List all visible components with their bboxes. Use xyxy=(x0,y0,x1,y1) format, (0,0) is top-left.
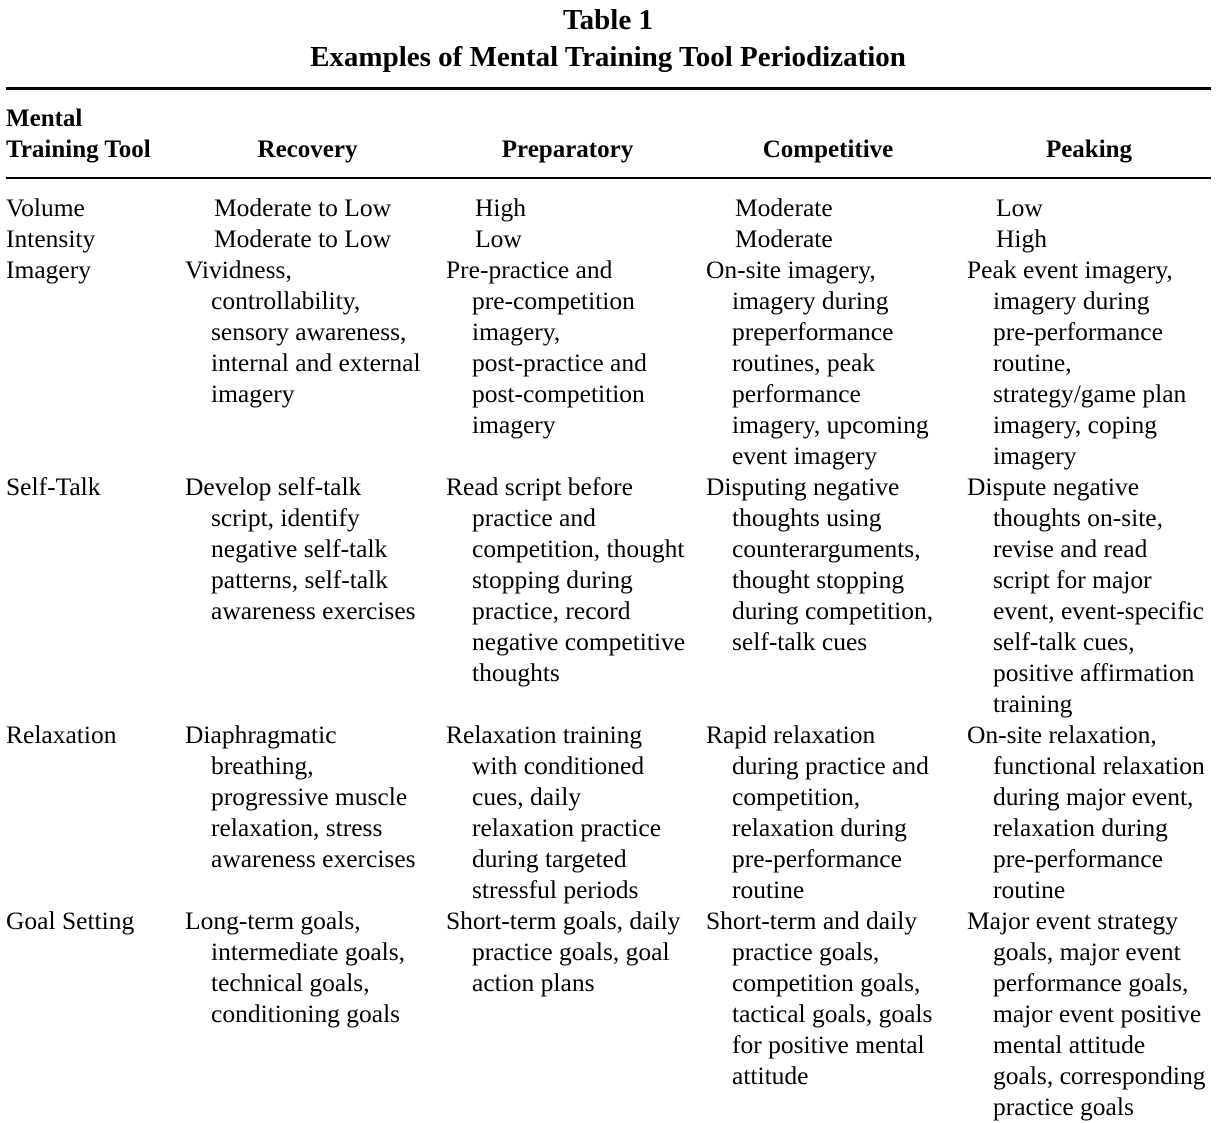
header-peaking: Peaking xyxy=(1045,136,1133,163)
cell-line: conditioning goals xyxy=(211,999,401,1028)
cell-line: imagery xyxy=(993,441,1077,470)
cell-line: Moderate to Low xyxy=(214,193,392,222)
table-title: Examples of Mental Training Tool Periodization xyxy=(310,41,906,73)
cell-line: mental attitude xyxy=(993,1030,1146,1059)
cell-line: script for major xyxy=(993,565,1152,594)
cell-line: routine xyxy=(732,875,805,904)
cell-line: competition, thought xyxy=(472,534,685,563)
cell-line: during major event, xyxy=(993,782,1194,811)
table-row xyxy=(0,471,1216,719)
cell-line: sensory awareness, xyxy=(211,317,407,346)
cell-preparatory xyxy=(446,905,680,998)
cell-line: routines, peak xyxy=(732,348,876,377)
row-tool-label: Imagery xyxy=(6,255,91,284)
cell-line: training xyxy=(993,689,1073,718)
cell-peaking xyxy=(967,719,1205,905)
cell-line: with conditioned xyxy=(472,751,645,780)
cell-line: imagery xyxy=(211,379,295,408)
table-row xyxy=(0,719,1216,905)
cell-line: stressful periods xyxy=(472,875,639,904)
cell-line: Moderate xyxy=(735,224,833,253)
cell-line: awareness exercises xyxy=(211,596,416,625)
cell-line: routine, xyxy=(993,348,1072,377)
cell-line: relaxation during xyxy=(993,813,1168,842)
cell-line: Read script before xyxy=(446,472,633,501)
cell-line: imagery during xyxy=(732,286,889,315)
cell-preparatory xyxy=(446,471,685,688)
cell-line: imagery xyxy=(472,410,556,439)
cell-line: imagery during xyxy=(993,286,1150,315)
header-tool-line2: Training Tool xyxy=(6,136,151,163)
cell-line: tactical goals, goals xyxy=(732,999,933,1028)
cell-line: High xyxy=(475,193,526,222)
cell-line: negative competitive xyxy=(472,627,686,656)
cell-line: thoughts xyxy=(472,658,560,687)
cell-line: imagery, upcoming xyxy=(732,410,929,439)
top-rule xyxy=(6,87,1211,90)
cell-recovery xyxy=(185,223,391,254)
cell-recovery xyxy=(185,471,416,626)
cell-recovery xyxy=(185,192,391,223)
cell-line: attitude xyxy=(732,1061,809,1090)
cell-line: routine xyxy=(993,875,1066,904)
cell-line: Develop self-talk xyxy=(185,472,362,501)
cell-line: thought stopping xyxy=(732,565,905,594)
cell-line: pre-performance xyxy=(993,317,1163,346)
cell-preparatory xyxy=(446,223,522,254)
cell-line: thoughts using xyxy=(732,503,882,532)
cell-line: Diaphragmatic xyxy=(185,720,337,749)
cell-line: Low xyxy=(996,193,1043,222)
table-number: Table 1 xyxy=(563,4,653,36)
cell-line: relaxation practice xyxy=(472,813,662,842)
cell-line: during targeted xyxy=(472,844,627,873)
cell-line: practice, record xyxy=(472,596,631,625)
cell-competitive xyxy=(706,471,933,657)
cell-line: internal and external xyxy=(211,348,421,377)
cell-line: post-practice and xyxy=(472,348,647,377)
cell-line: goals, corresponding xyxy=(993,1061,1206,1090)
cell-line: goals, major event xyxy=(993,937,1181,966)
cell-line: event, event-specific xyxy=(993,596,1204,625)
table-row xyxy=(0,254,1216,471)
cell-line: counterarguments, xyxy=(732,534,921,563)
cell-line: patterns, self-talk xyxy=(211,565,389,594)
cell-peaking xyxy=(967,471,1204,719)
cell-line: controllability, xyxy=(211,286,361,315)
cell-line: performance xyxy=(732,379,861,408)
cell-preparatory xyxy=(446,192,526,223)
cell-line: practice and xyxy=(472,503,596,532)
cell-line: Low xyxy=(475,224,522,253)
cell-line: On-site imagery, xyxy=(706,255,876,284)
cell-line: Rapid relaxation xyxy=(706,720,876,749)
cell-line: breathing, xyxy=(211,751,314,780)
row-tool-label: Relaxation xyxy=(6,720,117,749)
cell-line: Relaxation training xyxy=(446,720,643,749)
cell-line: Moderate xyxy=(735,193,833,222)
cell-line: Short-term goals, daily xyxy=(446,906,681,935)
cell-line: self-talk cues, xyxy=(993,627,1135,656)
cell-line: event imagery xyxy=(732,441,878,470)
cell-line: preperformance xyxy=(732,317,894,346)
cell-recovery xyxy=(185,905,405,1029)
cell-line: practice goals, goal xyxy=(472,937,670,966)
cell-line: strategy/game plan xyxy=(993,379,1187,408)
cell-preparatory xyxy=(446,254,647,440)
cell-peaking xyxy=(967,192,1043,223)
table-row xyxy=(0,192,1216,223)
cell-competitive xyxy=(706,223,833,254)
table-row xyxy=(0,223,1216,254)
row-tool-label: Goal Setting xyxy=(6,906,135,935)
cell-line: pre-performance xyxy=(993,844,1163,873)
header-tool-line1: Mental xyxy=(6,105,83,132)
header-tool xyxy=(6,103,151,165)
header-preparatory: Preparatory xyxy=(501,136,634,163)
cell-line: for positive mental xyxy=(732,1030,925,1059)
cell-line: negative self-talk xyxy=(211,534,388,563)
cell-line: competition goals, xyxy=(732,968,921,997)
cell-line: On-site relaxation, xyxy=(967,720,1157,749)
cell-line: Major event strategy xyxy=(967,906,1179,935)
cell-line: pre-competition xyxy=(472,286,635,315)
cell-competitive xyxy=(706,254,929,471)
cell-line: Long-term goals, xyxy=(185,906,361,935)
cell-line: cues, daily xyxy=(472,782,582,811)
cell-line: awareness exercises xyxy=(211,844,416,873)
cell-line: imagery, xyxy=(472,317,561,346)
cell-peaking xyxy=(967,223,1047,254)
cell-line: action plans xyxy=(472,968,595,997)
header-rule xyxy=(6,177,1211,179)
cell-line: functional relaxation xyxy=(993,751,1205,780)
cell-line: practice goals xyxy=(993,1092,1134,1121)
cell-line: Peak event imagery, xyxy=(967,255,1173,284)
header-recovery: Recovery xyxy=(257,136,358,163)
row-tool-label: Intensity xyxy=(6,224,96,253)
cell-line: technical goals, xyxy=(211,968,370,997)
cell-line: script, identify xyxy=(211,503,360,532)
cell-line: stopping during xyxy=(472,565,633,594)
cell-line: revise and read xyxy=(993,534,1148,563)
cell-line: pre-performance xyxy=(732,844,902,873)
cell-line: practice goals, xyxy=(732,937,880,966)
cell-line: Short-term and daily xyxy=(706,906,918,935)
header-competitive: Competitive xyxy=(762,136,894,163)
cell-recovery xyxy=(185,254,421,409)
row-tool-label: Volume xyxy=(6,193,85,222)
cell-line: Pre-practice and xyxy=(446,255,613,284)
cell-peaking xyxy=(967,905,1205,1122)
cell-line: thoughts on-site, xyxy=(993,503,1163,532)
cell-line: relaxation, stress xyxy=(211,813,383,842)
cell-competitive xyxy=(706,192,833,223)
cell-line: Dispute negative xyxy=(967,472,1140,501)
cell-competitive xyxy=(706,719,929,905)
cell-preparatory xyxy=(446,719,661,905)
cell-competitive xyxy=(706,905,932,1091)
table-body xyxy=(0,192,1216,1122)
cell-line: during competition, xyxy=(732,596,934,625)
cell-line: major event positive xyxy=(993,999,1202,1028)
cell-line: positive affirmation xyxy=(993,658,1195,687)
cell-line: Disputing negative xyxy=(706,472,900,501)
cell-line: intermediate goals, xyxy=(211,937,406,966)
cell-line: progressive muscle xyxy=(211,782,408,811)
cell-line: High xyxy=(996,224,1047,253)
cell-line: competition, xyxy=(732,782,861,811)
cell-line: self-talk cues xyxy=(732,627,868,656)
cell-line: performance goals, xyxy=(993,968,1189,997)
cell-line: imagery, coping xyxy=(993,410,1158,439)
cell-line: post-competition xyxy=(472,379,645,408)
cell-line: during practice and xyxy=(732,751,929,780)
cell-line: Moderate to Low xyxy=(214,224,392,253)
table-row xyxy=(0,905,1216,1122)
cell-recovery xyxy=(185,719,416,874)
cell-line: Vividness, xyxy=(185,255,292,284)
cell-peaking xyxy=(967,254,1186,471)
row-tool-label: Self-Talk xyxy=(6,472,101,501)
cell-line: relaxation during xyxy=(732,813,907,842)
